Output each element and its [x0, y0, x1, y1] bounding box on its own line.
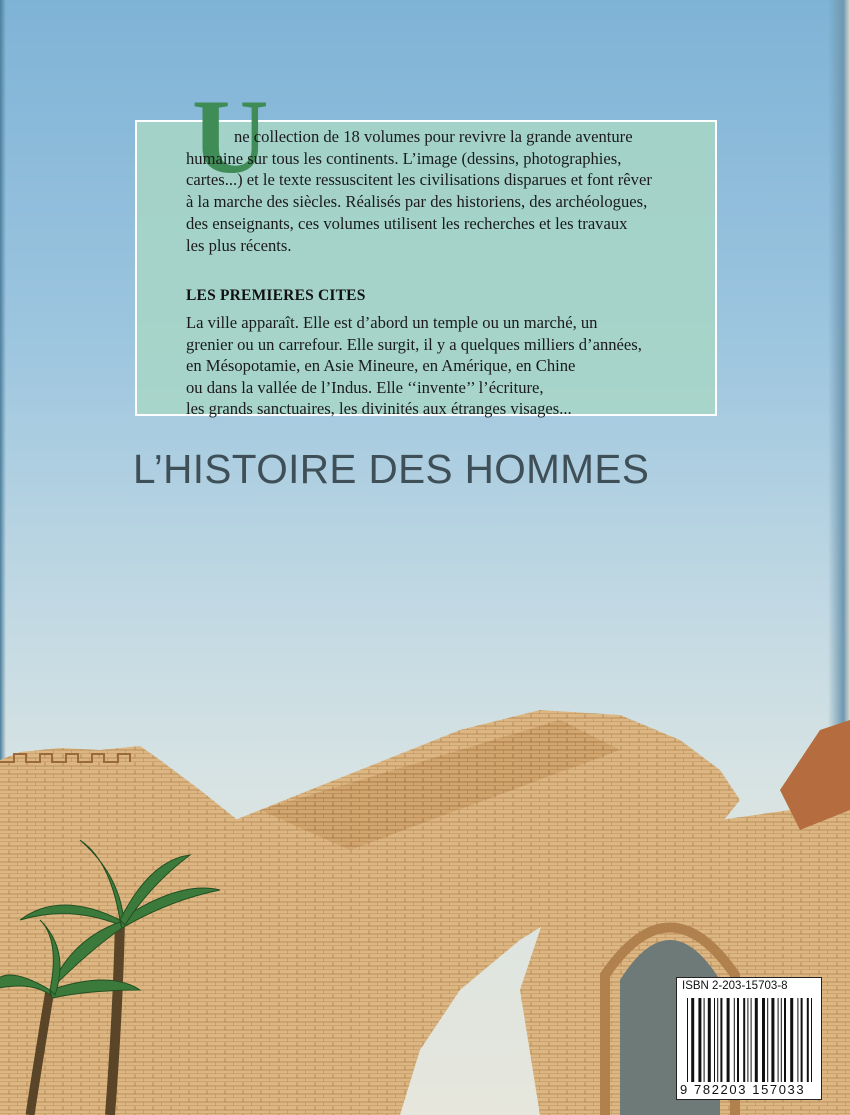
summary-line: ou dans la vallée de l’Indus. Elle ‘‘invente’’ l’écriture, — [186, 377, 544, 397]
summary-line: en Mésopotamie, en Asie Mineure, en Amérique, en Chine — [186, 356, 576, 375]
barcode-bars — [687, 998, 813, 1082]
intro-line: les plus récents. — [186, 235, 292, 255]
barcode-bar — [714, 998, 715, 1082]
barcode-bar — [784, 998, 786, 1082]
volume-title: LES PREMIERES CITES — [186, 287, 366, 304]
barcode-bar — [751, 998, 752, 1082]
intro-line: à la marche des siècles. Réalisés par des historiens, des archéologues, — [186, 192, 648, 212]
volume-summary — [186, 312, 706, 420]
barcode-bar — [698, 998, 701, 1082]
intro-line: des enseignants, ces volumes utilisent les recherches et les travaux — [186, 213, 628, 233]
barcode-bar — [801, 998, 803, 1082]
barcode-bar — [778, 998, 779, 1082]
intro-line: ne collection de 18 volumes pour revivre la grande aventure — [234, 127, 633, 146]
barcode-bar — [797, 998, 798, 1082]
barcode-bar — [747, 998, 748, 1082]
drop-cap-letter: U — [192, 78, 269, 195]
barcode-bar — [734, 998, 735, 1082]
summary-line: La ville apparaît. Elle est d’abord un temple ou un marché, un — [186, 313, 598, 332]
barcode-bar — [743, 998, 745, 1082]
barcode-bar — [771, 998, 774, 1082]
barcode-bar — [762, 998, 765, 1082]
barcode-bar — [720, 998, 722, 1082]
barcode-bar — [727, 998, 730, 1082]
barcode-bar — [704, 998, 705, 1082]
barcode-bar — [767, 998, 768, 1082]
barcode-bar — [737, 998, 739, 1082]
intro-line: cartes...) et le texte ressuscitent les civilisations disparues et font rêver — [186, 170, 652, 190]
series-title: L’HISTOIRE DES HOMMES — [133, 446, 650, 492]
barcode-label — [676, 977, 822, 1100]
barcode-bar — [790, 998, 793, 1082]
barcode-bar — [691, 998, 694, 1082]
isbn-text: ISBN 2-203-15703-8 — [682, 980, 788, 992]
barcode-bar — [811, 998, 812, 1082]
barcode-bar — [708, 998, 711, 1082]
barcode-bar — [687, 998, 688, 1082]
summary-line: les grands sanctuaires, les divinités aux étranges visages... — [186, 399, 572, 418]
barcode-bar — [755, 998, 758, 1082]
barcode-bar — [807, 998, 809, 1082]
summary-line: grenier ou un carrefour. Elle surgit, il y a quelques milliers d’années, — [186, 334, 642, 354]
barcode-bar — [781, 998, 782, 1082]
ean-number: 9 782203 157033 — [680, 1082, 806, 1097]
collection-intro — [186, 126, 716, 256]
barcode-bar — [717, 998, 718, 1082]
intro-line: humaine sur tous les continents. L’image (dessins, photographies, — [186, 148, 622, 168]
